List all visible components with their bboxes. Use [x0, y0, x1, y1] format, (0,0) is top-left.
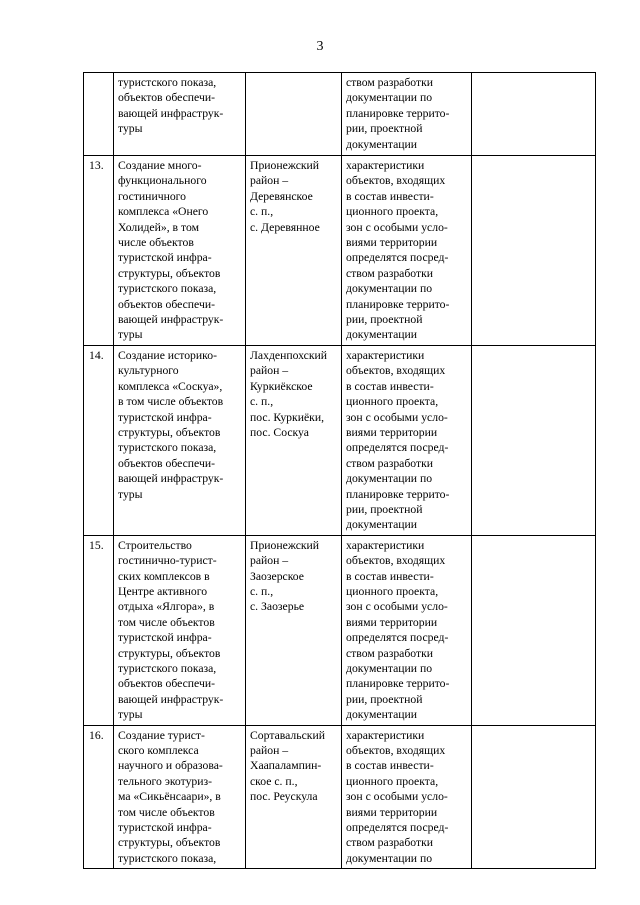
project-characteristics: характеристики объектов, входящих в состав инвести- ционного проекта, зон с особыми усло- виями территории определятся посред- ством разработки документации по планировке террито- рии, проектной документации: [342, 156, 472, 346]
table-row: [84, 535, 596, 725]
project-characteristics: характеристики объектов, входящих в состав инвести- ционного проекта, зон с особыми усло- виями территории определятся посред- ством разработки документации по: [342, 725, 472, 869]
extra-cell: [472, 156, 596, 346]
row-number: 15.: [84, 535, 114, 725]
extra-cell: [472, 725, 596, 869]
table-row: [84, 345, 596, 535]
table-row: [84, 156, 596, 346]
project-characteristics: характеристики объектов, входящих в состав инвести- ционного проекта, зон с особыми усло- виями территории определятся посред- ством разработки документации по планировке террито- рии, проектной документации: [342, 535, 472, 725]
row-number: 14.: [84, 345, 114, 535]
row-number: 13.: [84, 156, 114, 346]
project-location: Прионежский район – Деревянское с. п., с. Деревянное: [246, 156, 342, 346]
table-row: [84, 725, 596, 869]
project-characteristics: характеристики объектов, входящих в состав инвести- ционного проекта, зон с особыми усло- виями территории определятся посред- ством разработки документации по планировке террито- рии, проектной документации: [342, 345, 472, 535]
projects-table: [83, 72, 596, 869]
project-location: Прионежский район – Заозерское с. п., с. Заозерье: [246, 535, 342, 725]
project-location: [246, 73, 342, 156]
project-location: Лахденпохский район – Куркиёкское с. п., пос. Куркиёки, пос. Соскуа: [246, 345, 342, 535]
project-location: Сортавальский район – Хаапалампин- ское с. п., пос. Реускула: [246, 725, 342, 869]
page-number: 3: [316, 39, 324, 54]
extra-cell: [472, 345, 596, 535]
table-row: [84, 73, 596, 156]
extra-cell: [472, 73, 596, 156]
project-name: туристского показа, объектов обеспечи- вающей инфраструк- туры: [114, 73, 246, 156]
extra-cell: [472, 535, 596, 725]
row-number: 16.: [84, 725, 114, 869]
row-number: [84, 73, 114, 156]
project-name: Создание историко- культурного комплекса «Соскуа», в том числе объектов туристской инфра- структуры, объектов туристского показа, объектов обеспечи- вающей инфраструк- туры: [114, 345, 246, 535]
project-characteristics: ством разработки документации по планировке террито- рии, проектной документации: [342, 73, 472, 156]
project-name: Создание много- функционального гостиничного комплекса «Онего Холидей», в том числе объектов туристской инфра- структуры, объектов туристского показа, объектов обеспечи- вающей инфраструк- туры: [114, 156, 246, 346]
project-name: Создание турист- ского комплекса научного и образова- тельного экотуриз- ма «Сикьёнсаари», в том числе объектов туристской инфра- структуры, объектов туристского показа,: [114, 725, 246, 869]
project-name: Строительство гостинично-турист- ских комплексов в Центре активного отдыха «Ялгора», в том числе объектов туристской инфра- структуры, объектов туристского показа, объектов обеспечи- вающей инфраструк- туры: [114, 535, 246, 725]
